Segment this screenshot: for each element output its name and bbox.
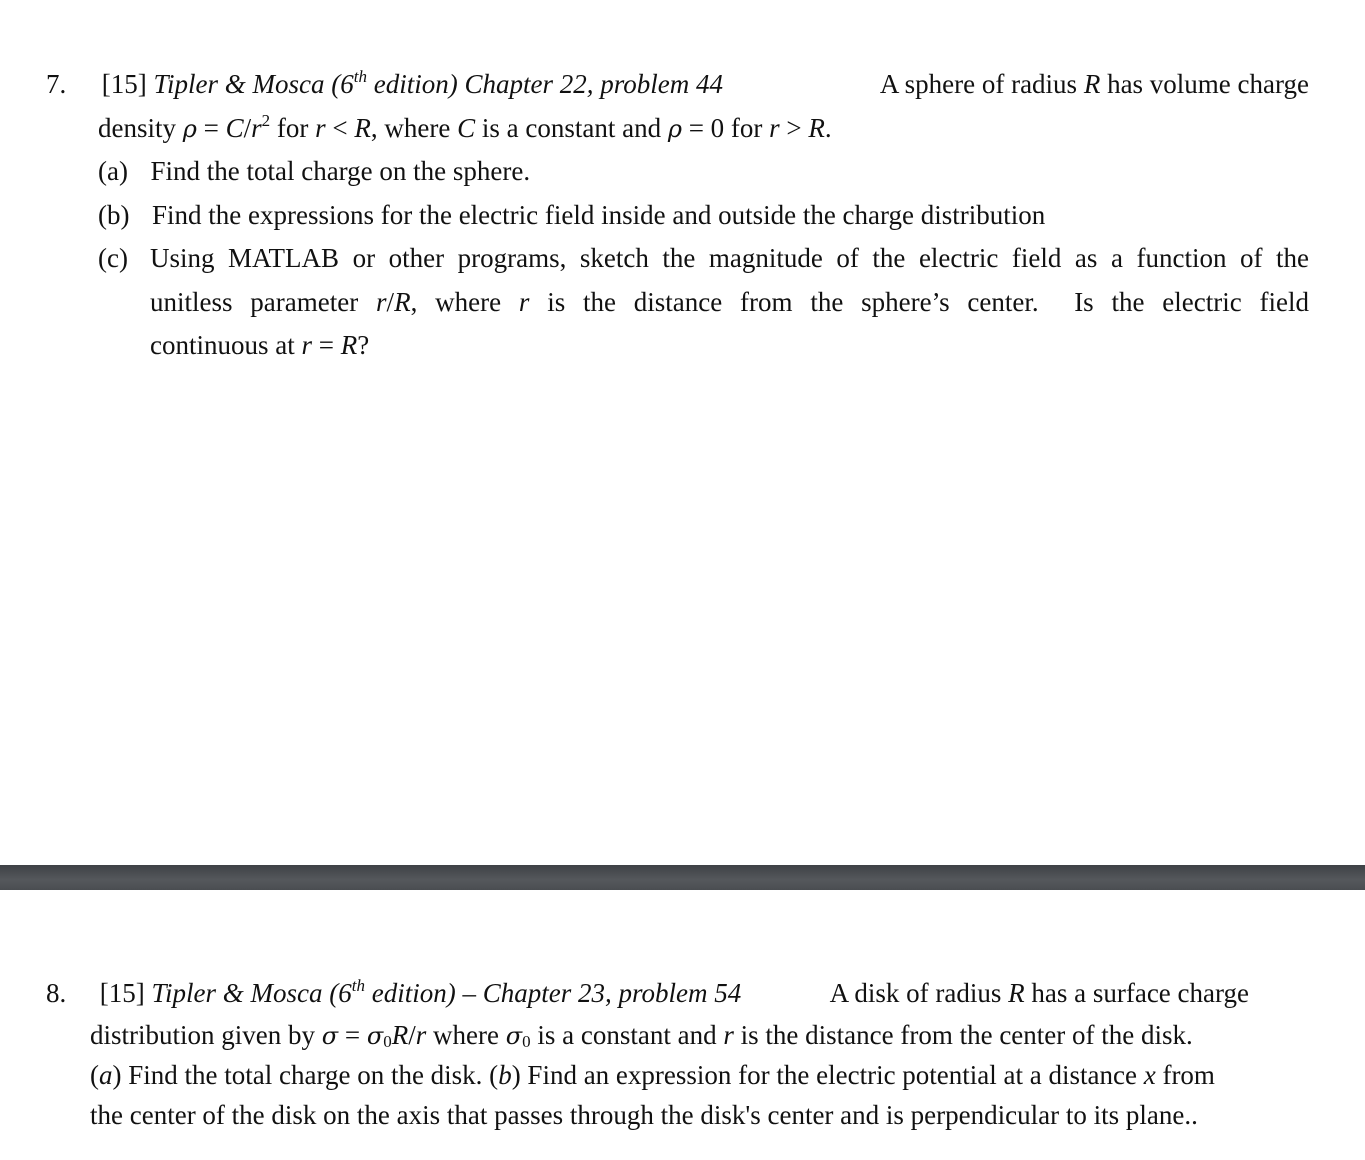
problem-7-density-line: density $\rho = C/r^2$ for r < R, where C is a constant and ρ = 0 for r > R. xyxy=(98,111,832,143)
problem-8-line-4: the center of the disk on the axis that passes through the disk's center and is perpendicular to its plane.. xyxy=(90,1100,1198,1130)
problem-8-heading xyxy=(46,977,1249,1009)
problem-7-heading xyxy=(46,68,1309,100)
part-b-text: Find the expressions for the electric field inside and outside the charge distribution xyxy=(151,200,1046,230)
problem-7-part-b xyxy=(98,199,1045,231)
problem-7-points: [15] xyxy=(101,69,147,99)
page-separator xyxy=(0,865,1365,890)
problem-8-line-2: distribution given by $\sigma = \sigma_0R/r$ where $\sigma_0$ is a constant and r is the distance from the center of the disk. xyxy=(90,1020,1193,1051)
part-a-text: Find the total charge on the sphere. xyxy=(150,156,531,186)
problem-7-intro: A sphere of radius R has volume charge xyxy=(879,69,1309,99)
document-page-bottom xyxy=(0,890,1365,1160)
problem-8-line-3: (a) Find the total charge on the disk. (b) Find an expression for the electric potential at a distance x from xyxy=(90,1060,1215,1090)
problem-7-number: 7. xyxy=(46,69,67,99)
problem-8-points: [15] xyxy=(99,978,145,1008)
problem-7-part-c-line-3: continuous at r = R? xyxy=(150,330,370,360)
problem-7-citation: Tipler & Mosca (6th edition) Chapter 22, problem 44 xyxy=(153,67,723,99)
problem-8-citation: Tipler & Mosca (6th edition) – Chapter 23, problem 54 xyxy=(151,976,742,1008)
part-a-label: (a) xyxy=(98,156,128,186)
problem-8-intro: A disk of radius R has a surface charge xyxy=(829,978,1249,1008)
problem-7-part-c-label: (c) xyxy=(98,243,128,273)
problem-8-number: 8. xyxy=(46,978,67,1008)
problem-7-part-c-line-1: Using MATLAB or other programs, sketch the magnitude of the electric field as a function of the xyxy=(150,243,1309,273)
problem-7-part-a xyxy=(98,155,530,187)
problem-7-part-c-line-2: unitless parameter r/R, where r is the distance from the sphere’s center. Is the electric field xyxy=(150,287,1309,317)
part-b-label: (b) xyxy=(98,200,130,230)
